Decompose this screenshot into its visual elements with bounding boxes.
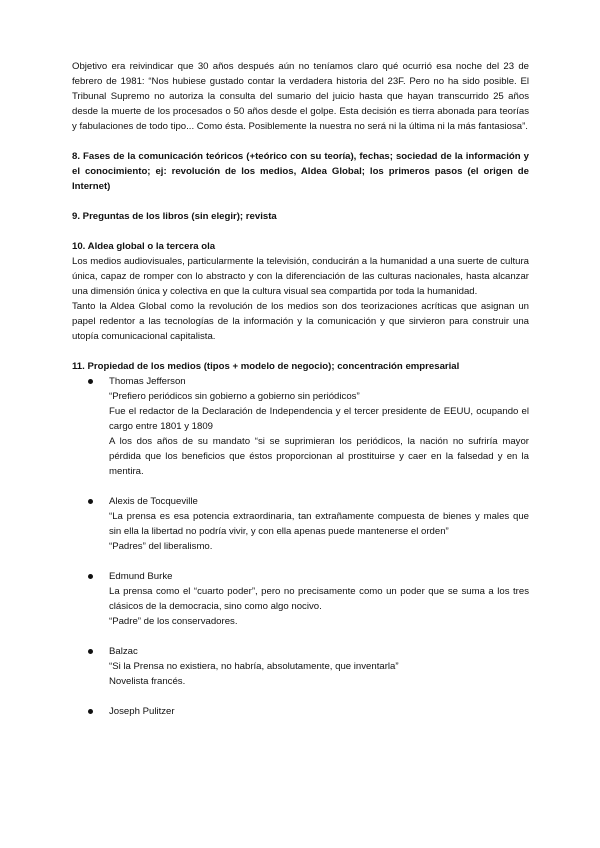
section-10-heading: 10. Aldea global o la tercera ola: [72, 241, 216, 252]
bullet-icon: [88, 379, 93, 384]
bullet-icon: [88, 499, 93, 504]
person-note: A los dos años de su mandato “si se suprimieran los periódicos, la nación no sufriría mayor pérdida que los beneficios que éstos proporcionan al prostituirse y caer en la falsedad y en la mentira.: [109, 436, 529, 477]
person-name: Thomas Jefferson: [109, 376, 186, 387]
list-item: [72, 644, 529, 689]
bullet-icon: [88, 574, 93, 579]
list-item: [72, 704, 529, 719]
section-10-paragraph-1: Los medios audiovisuales, particularmente la televisión, conducirán a la humanidad a una suerte de cultura única, capaz de romper con lo abstracto y con la diferenciación de las culturas nacionales, hasta alcanzar una dimensión única y colectiva en que la cultura visual sea compartida por toda la humanidad.: [72, 256, 529, 297]
section-10-paragraph-2: Tanto la Aldea Global como la revolución de los medios son dos teorizaciones acríticas que asignan un papel redentor a las tecnologías de la información y la comunicación y que sirvieron para construir una utopía comunicacional capitalista.: [72, 301, 529, 342]
person-name: Alexis de Tocqueville: [109, 496, 198, 507]
person-note: “Padres” del liberalismo.: [109, 541, 213, 552]
section-9-heading: 9. Preguntas de los libros (sin elegir); revista: [72, 211, 277, 222]
document-body: [72, 59, 529, 734]
person-name: Balzac: [109, 646, 138, 657]
people-list: [72, 374, 529, 719]
section-8-heading: 8. Fases de la comunicación teóricos (+teórico con su teoría), fechas; sociedad de la información y el conocimiento; ej: revolución de los medios, Aldea Global; los primeros pasos (el origen de Internet): [72, 151, 529, 192]
person-quote: “La prensa es esa potencia extraordinaria, tan extrañamente compuesta de bienes y males que sin ella la libertad no podría vivir, y con ella apenas puede mantenerse el orden”: [109, 511, 529, 537]
person-note: La prensa como el “cuarto poder”, pero no precisamente como un poder que se suma a los tres clásicos de la democracia, sino como algo nocivo.: [109, 586, 529, 612]
intro-paragraph: Objetivo era reivindicar que 30 años después aún no teníamos claro qué ocurrió esa noche del 23 de febrero de 1981: “Nos hubiese gustado contar la verdadera historia del 23F. Pero no ha sido posible. El Tribunal Supremo no autoriza la consulta del sumario del juicio hasta que hayan transcurrido 25 años desde la muerte de los procesados o 50 años desde el golpe. Esta decisión es tierra abonada para teorías y fabulaciones de todo tipo... Como ésta. Posiblemente la nuestra no será ni la última ni la más fantasiosa”.: [72, 61, 529, 132]
person-name: Joseph Pulitzer: [109, 706, 175, 717]
person-quote: “Si la Prensa no existiera, no habría, absolutamente, que inventarla”: [109, 661, 399, 672]
person-note: “Padre” de los conservadores.: [109, 616, 238, 627]
list-item: [72, 494, 529, 554]
person-note: Fue el redactor de la Declaración de Independencia y el tercer presidente de EEUU, ocupando el cargo entre 1801 y 1809: [109, 406, 529, 432]
person-name: Edmund Burke: [109, 571, 173, 582]
bullet-icon: [88, 649, 93, 654]
bullet-icon: [88, 709, 93, 714]
section-11-heading: 11. Propiedad de los medios (tipos + modelo de negocio); concentración empresarial: [72, 361, 460, 372]
list-item: [72, 569, 529, 629]
person-quote: “Prefiero periódicos sin gobierno a gobierno sin periódicos”: [109, 391, 360, 402]
list-item: [72, 374, 529, 479]
person-note: Novelista francés.: [109, 676, 186, 687]
